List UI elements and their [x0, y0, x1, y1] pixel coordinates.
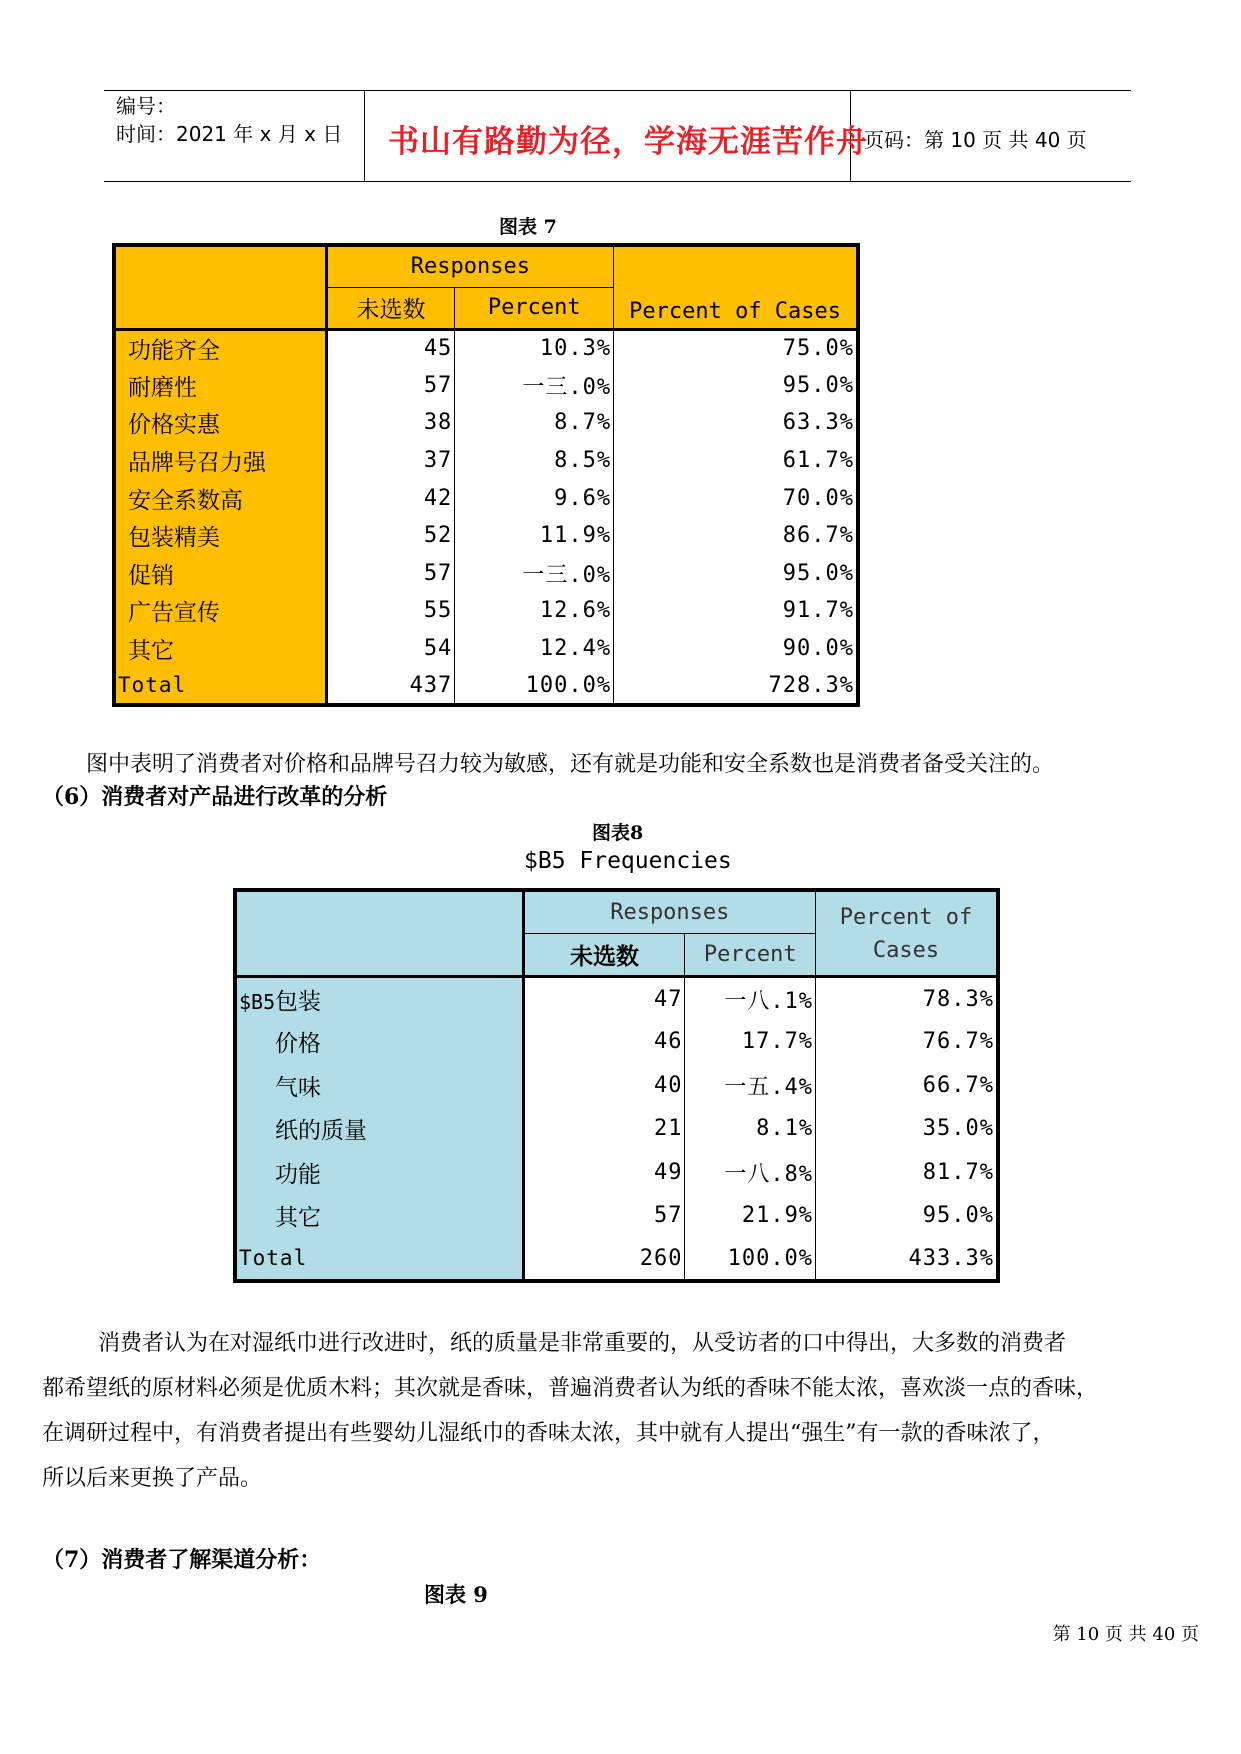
- fig7-row-label: 促销: [114, 555, 326, 593]
- fig7-row-percent: 12.6%: [455, 592, 614, 630]
- fig8-header-selected: 未选数: [523, 933, 685, 977]
- fig8-row-label: 气味: [275, 1074, 321, 1101]
- fig7-row-cases: 86.7%: [614, 517, 858, 555]
- fig7-row-cases: 75.0%: [614, 329, 858, 367]
- fig8-row-percent: 21.9%: [685, 1194, 816, 1238]
- fig8-row-label: 功能: [275, 1161, 321, 1188]
- fig7-row-count: 52: [326, 517, 455, 555]
- fig8-row-count: 47: [523, 977, 685, 1021]
- fig8-row-label: 包装: [275, 988, 321, 1015]
- fig7-row-cases: 63.3%: [614, 404, 858, 442]
- fig7-row-count: 57: [326, 555, 455, 593]
- fig7-row: [114, 479, 858, 517]
- fig8-row-cases: 66.7%: [816, 1064, 998, 1108]
- fig9-caption: 图表 9: [424, 1582, 488, 1607]
- fig7-table: [112, 243, 860, 707]
- fig7-row: [114, 442, 858, 480]
- fig8-header-responses: Responses: [523, 890, 815, 933]
- fig7-row-label: 耐磨性: [114, 367, 326, 405]
- fig8-row-cases: 81.7%: [816, 1151, 998, 1195]
- paragraph-fig8-analysis: [42, 1321, 1098, 1501]
- fig8-row-percent: 一八.8%: [685, 1151, 816, 1195]
- paragraph-line: 都希望纸的原材料必须是优质木料；其次就是香味，普遍消费者认为纸的香味不能太浓，喜欢淡一点的香味，: [42, 1376, 1099, 1401]
- paragraph-line: 所以后来更换了产品。: [42, 1466, 263, 1491]
- fig7-row-count: 37: [326, 442, 455, 480]
- fig8-row-cases: 35.0%: [816, 1107, 998, 1151]
- fig7-row-percent: 11.9%: [455, 517, 614, 555]
- header-meta: [116, 92, 342, 148]
- fig7-caption: 图表 7: [499, 216, 557, 238]
- fig7-row: [114, 367, 858, 405]
- fig7-row-label: 广告宣传: [114, 592, 326, 630]
- fig8-row-label: 其它: [275, 1205, 321, 1232]
- fig8-header-percent: Percent: [685, 933, 816, 977]
- fig8-group-label: $B5: [239, 989, 276, 1014]
- fig8-row-count: 21: [523, 1107, 685, 1151]
- fig7-header-cases: Percent of Cases: [614, 245, 858, 329]
- fig7-row-percent: 9.6%: [455, 479, 614, 517]
- fig8-row: [235, 1020, 998, 1064]
- fig7-row: [114, 329, 858, 367]
- fig8-row-count: 40: [523, 1064, 685, 1108]
- fig8-row-label-cell: [235, 1151, 523, 1195]
- fig8-title: $B5 Frequencies: [524, 848, 732, 874]
- fig7-total-n: 437: [326, 667, 455, 705]
- section-7-heading: （7）消费者了解渠道分析：: [42, 1547, 322, 1573]
- fig7-header-selected: 未选数: [326, 287, 455, 329]
- fig7-row: [114, 592, 858, 630]
- fig8-total-n: 260: [523, 1238, 685, 1282]
- fig7-row-cases: 95.0%: [614, 367, 858, 405]
- fig8-total-cases: 433.3%: [816, 1238, 998, 1282]
- fig7-header-blank: [114, 245, 326, 329]
- fig7-row-count: 55: [326, 592, 455, 630]
- fig7-row-count: 42: [326, 479, 455, 517]
- fig7-row-label: 功能齐全: [114, 329, 326, 367]
- fig8-row-label-cell: [235, 1194, 523, 1238]
- fig8-row-label-cell: [235, 977, 523, 1021]
- fig8-total-label: Total: [235, 1238, 523, 1282]
- fig8-row: [235, 1194, 998, 1238]
- fig7-row-count: 45: [326, 329, 455, 367]
- fig8-table: [233, 888, 1000, 1283]
- fig7-row-count: 38: [326, 404, 455, 442]
- fig8-row-percent: 8.1%: [685, 1107, 816, 1151]
- header-top-rule: [104, 90, 1131, 91]
- fig8-row-cases: 76.7%: [816, 1020, 998, 1064]
- fig8-row-percent: 一五.4%: [685, 1064, 816, 1108]
- fig8-total-pct: 100.0%: [685, 1238, 816, 1282]
- fig7-row-cases: 70.0%: [614, 479, 858, 517]
- fig7-total-cases: 728.3%: [614, 667, 858, 705]
- fig7-row-percent: 8.7%: [455, 404, 614, 442]
- fig7-row-percent: 8.5%: [455, 442, 614, 480]
- fig7-row-percent: 12.4%: [455, 630, 614, 668]
- fig7-header-responses: Responses: [326, 245, 614, 287]
- fig8-row: [235, 1064, 998, 1108]
- fig7-total-pct: 100.0%: [455, 667, 614, 705]
- fig8-row: [235, 1107, 998, 1151]
- fig7-row: [114, 555, 858, 593]
- fig7-row-label: 安全系数高: [114, 479, 326, 517]
- section-6-heading: （6）消费者对产品进行改革的分析: [42, 784, 388, 810]
- fig7-header-percent: Percent: [455, 287, 614, 329]
- fig7-total-label: Total: [114, 667, 326, 705]
- fig7-row: [114, 404, 858, 442]
- fig8-row-label-cell: [235, 1020, 523, 1064]
- fig7-row-cases: 91.7%: [614, 592, 858, 630]
- header-divider-left: [364, 90, 365, 181]
- header-bottom-rule: [104, 181, 1131, 182]
- fig8-header-blank: [235, 890, 523, 977]
- page-footer: 第 10 页 共 40 页: [1052, 1624, 1199, 1645]
- fig7-row-cases: 61.7%: [614, 442, 858, 480]
- header-number: 编号：: [116, 94, 176, 118]
- fig8-header-cases: Percent of Cases: [816, 890, 998, 977]
- fig7-row-label: 价格实惠: [114, 404, 326, 442]
- fig7-row-count: 57: [326, 367, 455, 405]
- fig7-row-cases: 90.0%: [614, 630, 858, 668]
- header-motto: 书山有路勤为径，学海无涯苦作舟: [388, 124, 868, 160]
- fig7-row-percent: 一三.0%: [455, 555, 614, 593]
- paragraph-line: 消费者认为在对湿纸巾进行改进时，纸的质量是非常重要的，从受访者的口中得出，大多数的消费者: [98, 1331, 1067, 1356]
- header-time: 时间：2021 年 x 月 x 日: [116, 122, 343, 146]
- fig7-row: [114, 630, 858, 668]
- header-page-info: 页码：第 10 页 共 40 页: [864, 128, 1087, 152]
- fig7-row: [114, 517, 858, 555]
- fig8-row: [235, 1151, 998, 1195]
- paragraph-fig7-summary: 图中表明了消费者对价格和品牌号召力较为敏感，还有就是功能和安全系数也是消费者备受关注的。: [86, 752, 1055, 777]
- fig8-row-cases: 95.0%: [816, 1194, 998, 1238]
- fig7-row-percent: 10.3%: [455, 329, 614, 367]
- fig7-row-count: 54: [326, 630, 455, 668]
- fig8-row-percent: 一八.1%: [685, 977, 816, 1021]
- fig8-row-count: 46: [523, 1020, 685, 1064]
- fig7-row-label: 品牌号召力强: [114, 442, 326, 480]
- fig8-row-percent: 17.7%: [685, 1020, 816, 1064]
- fig7-row-label: 其它: [114, 630, 326, 668]
- fig8-row-label: 纸的质量: [275, 1118, 367, 1145]
- fig8-row-label-cell: [235, 1064, 523, 1108]
- fig7-row-percent: 一三.0%: [455, 367, 614, 405]
- fig8-row-count: 57: [523, 1194, 685, 1238]
- fig8-row: [235, 977, 998, 1021]
- fig8-row-count: 49: [523, 1151, 685, 1195]
- fig8-caption: 图表8: [592, 822, 644, 844]
- fig7-row-label: 包装精美: [114, 517, 326, 555]
- paragraph-line: 在调研过程中，有消费者提出有些婴幼儿湿纸巾的香味太浓，其中就有人提出“强生”有一款的香味浓了，: [42, 1421, 1055, 1446]
- fig8-row-label: 价格: [275, 1031, 321, 1058]
- fig7-row-cases: 95.0%: [614, 555, 858, 593]
- fig8-row-label-cell: [235, 1107, 523, 1151]
- fig8-row-cases: 78.3%: [816, 977, 998, 1021]
